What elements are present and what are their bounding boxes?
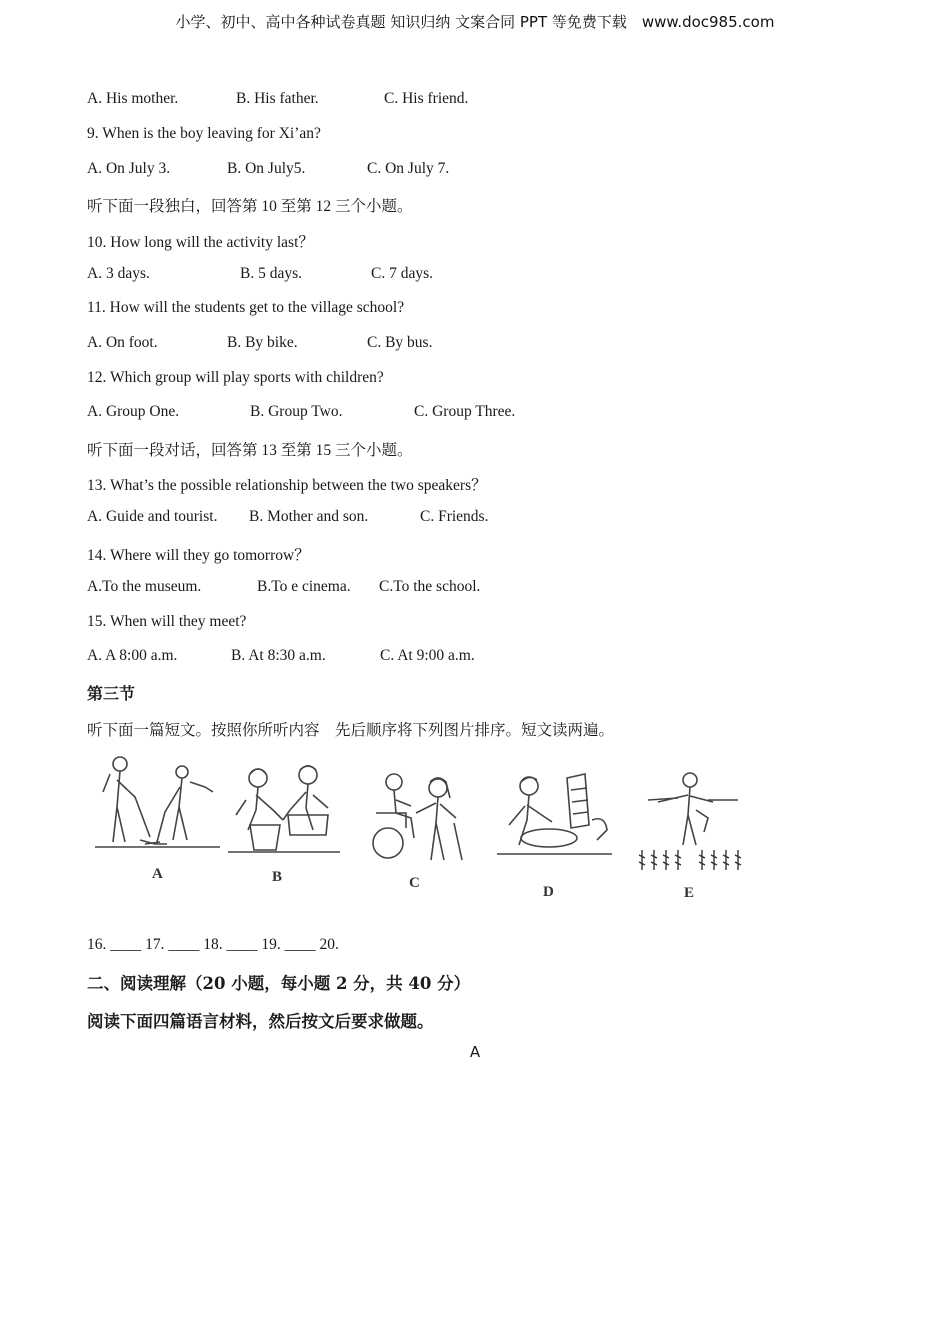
q9-option-a: A. On July 3.: [87, 160, 171, 177]
q10-options: [87, 265, 433, 283]
q13-option-c: C. Friends.: [420, 508, 489, 525]
part2-title: 二、阅读理解（20 小题，每小题 2 分，共 40 分）: [87, 974, 471, 993]
q9-options: [87, 160, 449, 178]
picture-b-washing: [228, 760, 340, 855]
q15-options: [87, 647, 475, 665]
q15-option-b: B. At 8:30 a.m.: [231, 647, 326, 664]
q8-options: [87, 90, 468, 108]
q15-option-c: C. At 9:00 a.m.: [380, 647, 475, 664]
q12-options: [87, 403, 515, 421]
q8-option-c: C. His friend.: [384, 90, 469, 107]
section3-title: 第三节: [87, 684, 136, 703]
q13-question: 13. What’s the possible relationship between the two speakers？: [87, 477, 487, 494]
picture-label-d: D: [543, 884, 554, 900]
q11-options: [87, 334, 432, 352]
q12-option-a: A. Group One.: [87, 403, 180, 420]
q11-question: 11. How will the students get to the village school?: [87, 299, 405, 316]
q10-question: 10. How long will the activity last？: [87, 234, 314, 251]
page-header: 小学、初中、高中各种试卷真题 知识归纳 文案合同 PPT 等免费下载 www.doc985.com: [175, 13, 775, 31]
q12-option-c: C. Group Three.: [414, 403, 516, 420]
q10-option-a: A. 3 days.: [87, 265, 150, 282]
q9-option-c: C. On July 7.: [367, 160, 450, 177]
picture-label-e: E: [684, 885, 695, 901]
q9-question: 9. When is the boy leaving for Xi’an?: [87, 125, 321, 142]
q15-option-a: A. A 8:00 a.m.: [87, 647, 178, 664]
q13-option-b: B. Mother and son.: [249, 508, 369, 525]
q14-question: 14. Where will they go tomorrow？: [87, 547, 310, 564]
q9-option-b: B. On July5.: [227, 160, 306, 177]
q11-option-b: B. By bike.: [227, 334, 298, 351]
picture-a-sweeping: [95, 752, 220, 852]
passage-label: A: [469, 1043, 481, 1061]
q12-option-b: B. Group Two.: [250, 403, 343, 420]
part2-instruction: 阅读下面四篇语言材料，然后按文后要求做题。: [87, 1012, 434, 1031]
q12-question: 12. Which group will play sports with children?: [87, 369, 384, 386]
q13-option-a: A. Guide and tourist.: [87, 508, 218, 525]
q10-option-b: B. 5 days.: [240, 265, 302, 282]
picture-c-wheelchair: [366, 768, 468, 863]
q14-option-a: A.To the museum.: [87, 578, 202, 595]
q14-option-b: B.To e cinema.: [257, 578, 351, 595]
answer-line-16-20: 16. ____ 17. ____ 18. ____ 19. ____ 20.: [87, 936, 339, 953]
picture-label-b: B: [272, 869, 283, 885]
q14-option-c: C.To the school.: [379, 578, 481, 595]
q8-option-b: B. His father.: [236, 90, 319, 107]
q10-option-c: C. 7 days.: [371, 265, 433, 282]
section3-instruction: 听下面一篇短文。按照你所听内容 先后顺序将下列图片排序。短文读两遍。: [87, 722, 615, 739]
picture-label-c: C: [409, 875, 420, 891]
q11-option-c: C. By bus.: [367, 334, 433, 351]
q8-option-a: A. His mother.: [87, 90, 179, 107]
picture-e-field: [638, 770, 743, 875]
picture-d-cooking: [497, 770, 612, 858]
q11-option-a: A. On foot.: [87, 334, 158, 351]
q15-question: 15. When will they meet?: [87, 613, 247, 630]
instruction-13-15: 听下面一段对话，回答第 13 至第 15 三个小题。: [87, 442, 413, 459]
q14-options: [87, 578, 480, 596]
picture-label-a: A: [152, 866, 163, 882]
instruction-10-12: 听下面一段独白，回答第 10 至第 12 三个小题。: [87, 198, 413, 215]
q13-options: [87, 508, 488, 526]
